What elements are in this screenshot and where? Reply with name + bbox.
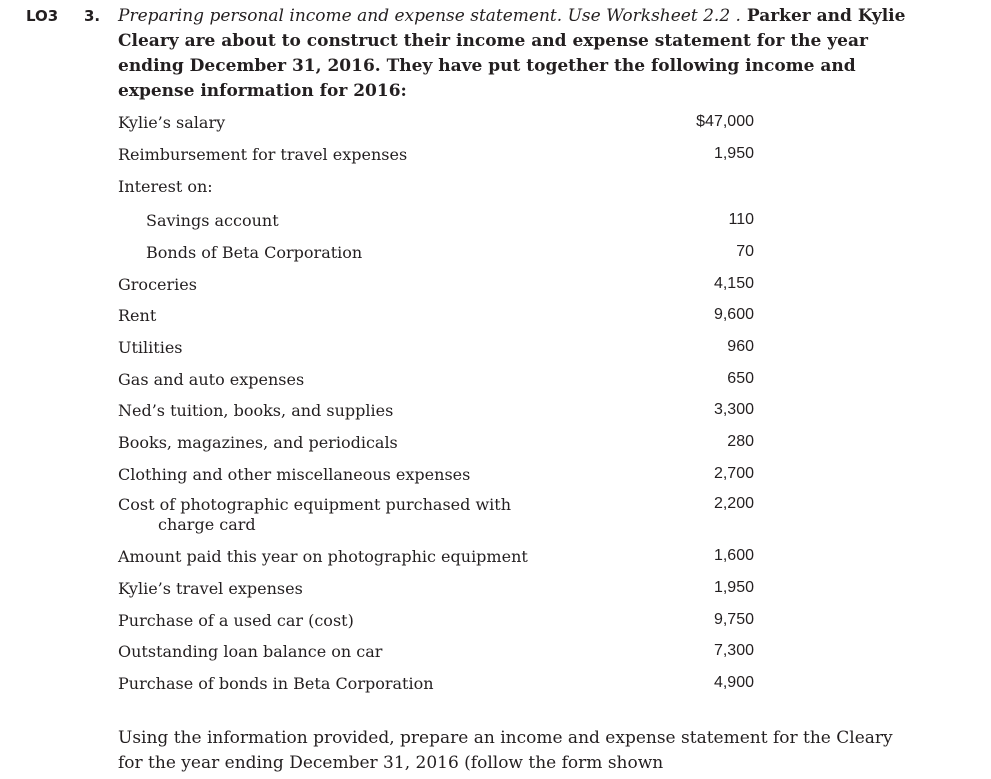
- list-item: [118, 495, 758, 547]
- item-amount: 9,600: [713, 306, 754, 323]
- list-item: [118, 145, 758, 177]
- item-label: Groceries: [118, 275, 197, 294]
- item-label: Bonds of Beta Corporation: [146, 243, 363, 262]
- item-amount: 1,600: [713, 547, 754, 564]
- item-label: Clothing and other miscellaneous expenses: [118, 465, 471, 484]
- item-label: Kylie’s salary: [118, 113, 226, 132]
- list-item: [118, 370, 758, 401]
- item-label: Rent: [118, 306, 157, 325]
- list-item: [118, 243, 758, 275]
- item-amount: 4,900: [713, 674, 754, 691]
- item-label: Utilities: [118, 338, 183, 357]
- item-amount: 280: [727, 433, 754, 450]
- item-label: Amount paid this year on photographic equipment: [118, 547, 528, 566]
- item-amount: 960: [727, 338, 754, 355]
- item-amount: 7,300: [713, 642, 754, 659]
- item-label: Ned’s tuition, books, and supplies: [118, 401, 394, 420]
- list-item: [118, 211, 758, 243]
- learning-objective-tag: LO3: [26, 7, 59, 25]
- item-label: Interest on:: [118, 177, 213, 196]
- item-label: Reimbursement for travel expenses: [118, 145, 408, 164]
- list-item: [118, 306, 758, 338]
- item-label: Books, magazines, and periodicals: [118, 433, 398, 452]
- list-item: [118, 611, 758, 642]
- item-label: Purchase of bonds in Beta Corporation: [118, 674, 434, 693]
- problem-number: 3.: [84, 7, 101, 25]
- item-amount: 1,950: [713, 145, 754, 162]
- item-amount: 3,300: [713, 401, 754, 418]
- item-label-continuation: charge card: [158, 515, 256, 534]
- problem-instructions: Using the information provided, prepare an income and expense statement for the Cleary for the year ending December 31, 2016 (follow the form shown: [118, 728, 893, 773]
- item-amount: 650: [727, 370, 754, 387]
- income-expense-list: [118, 113, 758, 706]
- list-item: [118, 275, 758, 306]
- item-amount: 9,750: [713, 611, 754, 628]
- item-label: Gas and auto expenses: [118, 370, 305, 389]
- list-item: [118, 401, 758, 433]
- item-amount: 4,150: [713, 275, 754, 292]
- item-label-line: Cost of photographic equipment purchased with: [118, 495, 512, 514]
- list-item: [118, 113, 758, 145]
- item-amount: 70: [736, 243, 754, 260]
- item-label: Outstanding loan balance on car: [118, 642, 383, 661]
- list-item: [118, 338, 758, 370]
- list-item: [118, 547, 758, 579]
- list-item: [118, 642, 758, 674]
- item-amount: 110: [728, 211, 754, 228]
- item-amount: $47,000: [696, 113, 754, 130]
- list-item: [118, 177, 758, 211]
- problem-intro: [118, 4, 918, 104]
- item-amount: 2,200: [713, 495, 754, 512]
- list-item: [118, 465, 758, 495]
- item-label: Savings account: [146, 211, 279, 230]
- item-label: [118, 495, 578, 535]
- item-label: Purchase of a used car (cost): [118, 611, 354, 630]
- item-label: Kylie’s travel expenses: [118, 579, 303, 598]
- item-amount: 1,950: [713, 579, 754, 596]
- problem-intro-text: Parker and Kylie Cleary are about to construct their income and expense statement for the year ending December 31, 2016. They have put together the following income and expense information for 2016:: [118, 6, 906, 101]
- list-item: [118, 433, 758, 465]
- list-item: [118, 674, 758, 706]
- problem-title: Preparing personal income and expense statement. Use Worksheet 2.2 .: [118, 6, 741, 26]
- list-item: [118, 579, 758, 611]
- item-amount: 2,700: [713, 465, 754, 482]
